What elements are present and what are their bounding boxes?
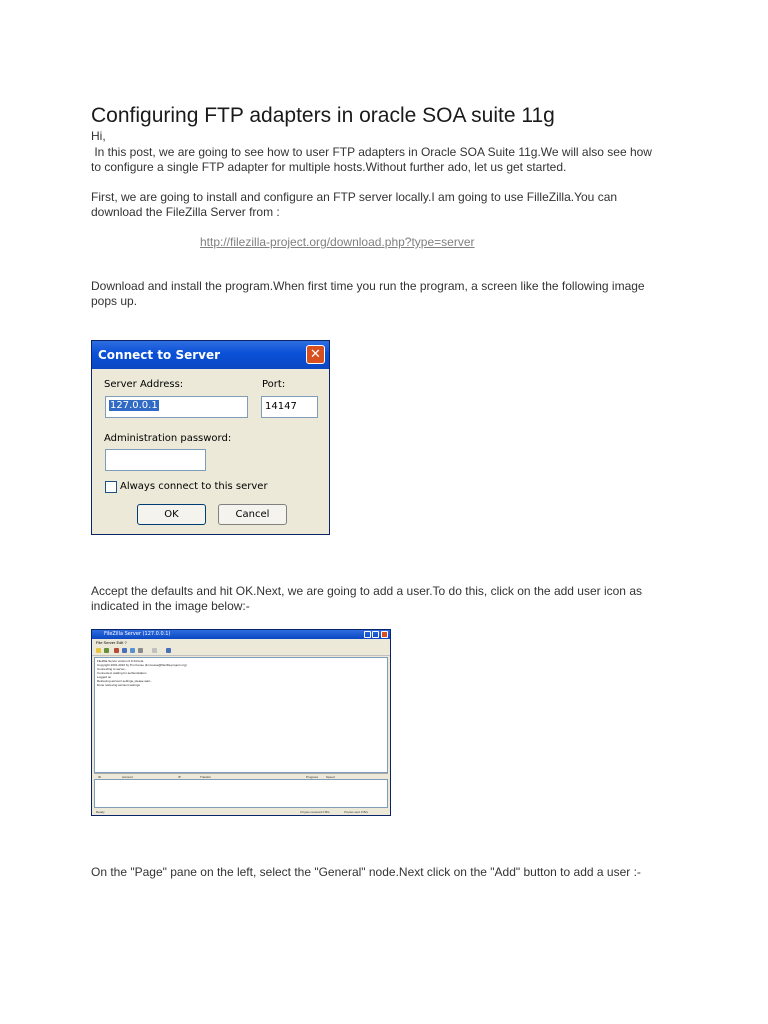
connect-dialog-image — [91, 340, 330, 535]
log-line: Done retrieving account settings — [97, 683, 140, 687]
port-label: Port: — [262, 379, 286, 390]
greeting-text: Hi, — [91, 129, 106, 143]
dialog-title: Connect to Server — [98, 348, 221, 362]
install-line-1: Download and install the program.When first time you run the program, a screen like the following image — [91, 279, 645, 293]
article-title: Configuring FTP adapters in oracle SOA suite 11g — [91, 104, 555, 127]
close-icon: ✕ — [306, 345, 325, 364]
lightning-icon — [96, 648, 101, 653]
accept-line-1: Accept the defaults and hit OK.Next, we are going to add a user.To do this, click on the add user icon as — [91, 584, 642, 598]
log-line: Logged on — [97, 675, 112, 679]
col-progress: Progress — [306, 775, 319, 779]
col-id: ID — [98, 775, 101, 779]
server-address-label: Server Address: — [104, 379, 184, 390]
filezilla-title: FileZilla Server (127.0.0.1) — [104, 631, 171, 637]
close-icon — [381, 631, 388, 638]
status-received: 0 bytes received 0 B/s — [300, 810, 330, 814]
first-line-2: download the FileZilla Server from : — [91, 205, 280, 219]
server-address-value: 127.0.0.1 — [110, 400, 158, 411]
log-line: Connecting to server... — [97, 667, 128, 671]
groups-icon — [138, 648, 143, 653]
help-icon — [152, 648, 157, 653]
page-pane-line: On the "Page" pane on the left, select the "General" node.Next click on the "Add" button to add a user :- — [91, 865, 641, 879]
first-line-1: First, we are going to install and configure an FTP server locally.I am going to use FilleZilla.You can — [91, 190, 618, 204]
server-address-field — [105, 396, 248, 418]
ok-button: OK — [137, 504, 206, 525]
add-user-icon — [130, 648, 135, 653]
filezilla-menu-bar: File Server Edit ? — [96, 640, 127, 645]
filezilla-toolbar — [92, 646, 390, 656]
admin-password-field — [105, 449, 206, 471]
status-sent: 0 bytes sent 0 B/s — [344, 810, 368, 814]
settings-icon — [122, 648, 127, 653]
filezilla-log-area — [94, 657, 388, 773]
log-line: Copyright 2001-2010 by Tim Kosse (tim.kosse@filezilla-project.org) — [97, 663, 187, 667]
download-link[interactable]: http://filezilla-project.org/download.php?type=server — [200, 235, 475, 249]
install-line-2: pops up. — [91, 294, 138, 308]
log-line: Retrieving account settings, please wait... — [97, 679, 153, 683]
status-ready: Ready — [96, 810, 105, 814]
maximize-icon — [372, 631, 379, 638]
always-connect-checkbox — [105, 481, 117, 493]
always-connect-label: Always connect to this server — [120, 481, 268, 492]
col-speed: Speed — [326, 775, 335, 779]
connect-icon — [104, 648, 109, 653]
col-account: Account — [122, 775, 133, 779]
col-ip: IP — [178, 775, 181, 779]
connection-list — [94, 779, 388, 808]
filezilla-status-bar — [94, 809, 388, 815]
lock-icon — [114, 648, 119, 653]
intro-line-1: In this post, we are going to see how to user FTP adapters in Oracle SOA Suite 11g.We will also see how — [91, 145, 652, 159]
filezilla-window-image — [91, 629, 391, 816]
admin-password-label: Administration password: — [104, 433, 232, 444]
col-transfer: Transfer — [200, 775, 212, 779]
cancel-button: Cancel — [218, 504, 287, 525]
port-field: 14147 — [261, 396, 318, 418]
users-list-icon — [166, 648, 171, 653]
dialog-title-bar — [92, 341, 329, 369]
log-line: Connected, waiting for authentication — [97, 671, 147, 675]
filezilla-title-bar — [92, 630, 390, 639]
log-line: FileZilla Server version 0.9.34 beta — [97, 659, 144, 663]
minimize-icon — [364, 631, 371, 638]
intro-line-2: to configure a single FTP adapter for multiple hosts.Without further ado, let us get started. — [91, 160, 567, 174]
accept-line-2: indicated in the image below:- — [91, 599, 250, 613]
